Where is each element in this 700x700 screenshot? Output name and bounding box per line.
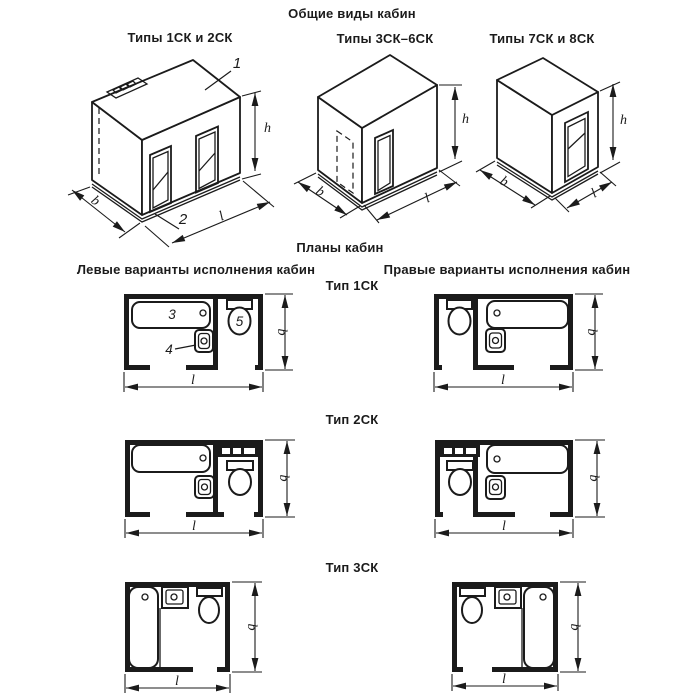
- dim-b-label: b: [274, 328, 289, 336]
- drain: [200, 455, 206, 461]
- dim-l-label: l: [501, 373, 505, 388]
- bathtub: [522, 587, 554, 668]
- door-gap: [224, 511, 254, 519]
- callout-5-label: 5: [235, 314, 244, 329]
- vent-block: [218, 445, 258, 457]
- type-2sk-label: Тип 2СК: [325, 412, 379, 427]
- door-gap: [463, 666, 492, 673]
- dim-b-label: b: [586, 474, 601, 482]
- bathtub: [487, 445, 568, 473]
- drain: [200, 310, 206, 316]
- plan-1sk-left: [115, 288, 300, 398]
- washbasin: [195, 476, 214, 498]
- bowl: [199, 597, 219, 623]
- toilet: [227, 461, 253, 495]
- drain: [142, 594, 148, 600]
- bowl: [449, 308, 471, 335]
- callout-1-label: 1: [232, 55, 242, 72]
- dim-b-label: b: [496, 173, 511, 191]
- dim-b-label: b: [567, 623, 582, 631]
- partition-wall: [213, 299, 218, 365]
- cabin-box: [497, 58, 598, 200]
- bowl: [229, 469, 251, 495]
- washbasin: [486, 476, 505, 499]
- caption-view-3sk-6sk: Типы 3СК–6СК: [336, 31, 434, 46]
- dimension-l: [435, 519, 573, 538]
- dimension-h: [600, 82, 627, 173]
- bathtub: [487, 301, 568, 328]
- plan-1sk-right: [425, 288, 610, 398]
- drain: [540, 594, 546, 600]
- washbasin: [162, 587, 188, 608]
- cistern: [197, 588, 222, 596]
- right-variants-heading: Правые варианты исполнения кабин: [383, 262, 631, 277]
- dim-b-label: b: [244, 623, 259, 631]
- callout-2-label: 2: [178, 211, 188, 228]
- bathtub: [132, 445, 210, 472]
- dim-l-label: l: [191, 373, 195, 388]
- dimension-l: [125, 519, 263, 538]
- plans-section-title: Планы кабин: [296, 240, 384, 255]
- dimension-b: [575, 440, 605, 517]
- door-gap: [515, 511, 550, 519]
- bathtub: [129, 587, 160, 668]
- plan-3sk-left: [115, 578, 270, 700]
- dim-l-label: l: [588, 186, 600, 202]
- partition-wall: [473, 299, 478, 365]
- dimension-l: [434, 372, 573, 392]
- plan-2sk-right: [425, 436, 610, 544]
- toilet: [227, 300, 252, 335]
- dimension-b: [265, 294, 293, 370]
- bowl: [449, 469, 471, 495]
- washbasin: [486, 329, 505, 352]
- dim-h-label: h: [620, 113, 627, 128]
- dim-l-label: l: [175, 674, 179, 689]
- dim-l-label: l: [192, 519, 196, 534]
- dim-l-label: l: [422, 191, 433, 207]
- dim-h-label: h: [462, 112, 469, 127]
- drain: [494, 456, 500, 462]
- dim-b-label: b: [87, 193, 103, 210]
- caption-view-7sk-8sk: Типы 7СК и 8СК: [489, 31, 595, 46]
- dimension-b: [575, 294, 603, 370]
- door-gap: [150, 511, 186, 519]
- type-3sk-label: Тип 3СК: [325, 560, 379, 575]
- plan-2sk-left: [115, 436, 300, 544]
- dimension-b: [560, 582, 586, 672]
- door-gap: [443, 511, 473, 519]
- dim-l-label: l: [502, 519, 506, 534]
- dim-l-label: l: [216, 209, 227, 225]
- dim-h-label: h: [264, 121, 271, 136]
- dim-b-label: b: [584, 328, 599, 336]
- door-gap: [150, 364, 186, 372]
- dimension-b: [265, 440, 295, 517]
- isometric-view-7sk-8sk: [465, 45, 650, 240]
- callout-4-label: 4: [165, 342, 173, 357]
- cistern: [460, 588, 485, 596]
- washbasin: [495, 587, 521, 608]
- caption-view-1sk-2sk: Типы 1СК и 2СК: [127, 30, 233, 45]
- door-gap: [514, 364, 550, 372]
- vent-block: [440, 445, 480, 457]
- door-gap: [218, 364, 255, 372]
- left-variants-heading: Левые варианты исполнения кабин: [76, 262, 316, 277]
- dim-l-label: l: [502, 672, 506, 687]
- isometric-view-1sk-2sk: [55, 48, 290, 258]
- dim-b-label: b: [312, 183, 328, 201]
- toilet: [447, 300, 472, 335]
- dim-b-label: b: [276, 474, 291, 482]
- plan-3sk-right: [440, 578, 590, 700]
- dimension-h: [242, 91, 271, 179]
- drain: [494, 310, 500, 316]
- isometric-view-3sk-6sk: [285, 45, 485, 235]
- door-gap: [193, 666, 217, 673]
- dimension-l: [124, 372, 263, 392]
- type-1sk-label: Тип 1СК: [325, 278, 379, 293]
- door-gap: [442, 364, 473, 372]
- dimension-l: [452, 672, 558, 691]
- toilet: [447, 461, 473, 495]
- callout-3-label: 3: [168, 307, 176, 322]
- dimension-l: [125, 674, 230, 693]
- bowl: [462, 597, 482, 623]
- page-title: Общие виды кабин: [288, 6, 416, 21]
- bathtub: [132, 302, 210, 328]
- dimension-b: [232, 582, 262, 672]
